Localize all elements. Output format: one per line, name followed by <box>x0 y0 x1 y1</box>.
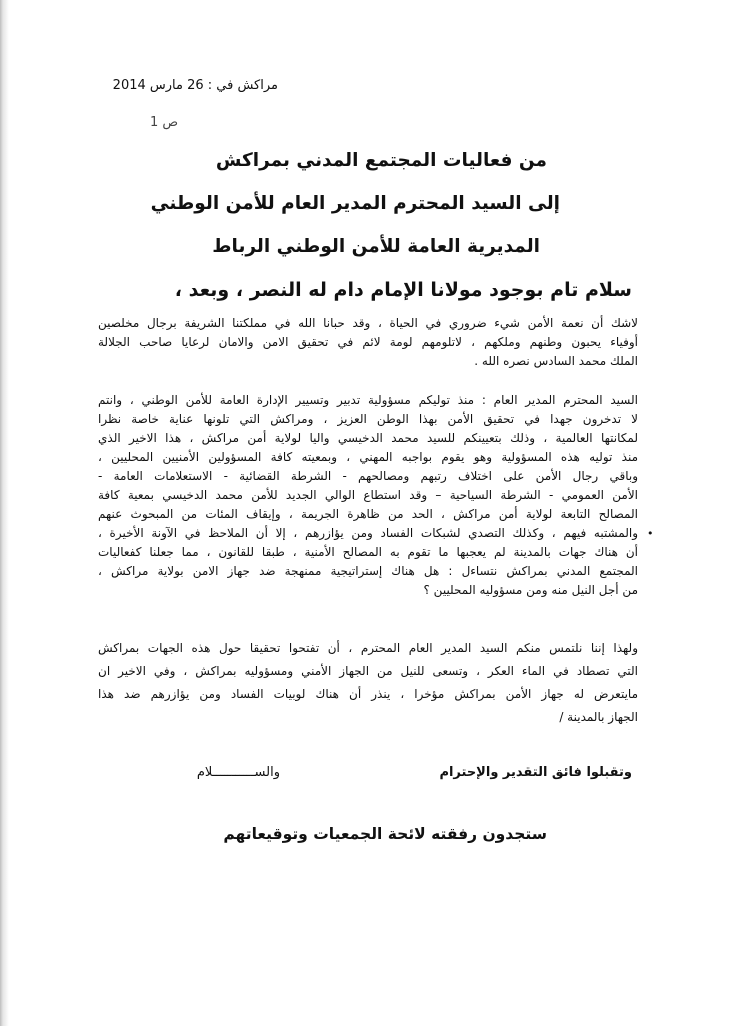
text-line: لمكانتها العالمية ، وذلك بتعيينكم للسيد محمد الدخيسي واليا لولاية أمن مراكش ، هذا الاخير الذي <box>98 431 638 445</box>
paragraph-request <box>98 637 638 729</box>
sender-heading: من فعاليات المجتمع المدني بمراكش <box>215 150 547 171</box>
margin-mark: • <box>647 527 654 540</box>
text-line: من أجل النيل منه ومن مسؤوليه المحليين ؟ <box>423 583 638 597</box>
text-line: وباقي رجال الأمن على اختلاف رتبهم ومصالحهم - الشرطة القضائية - الاستعلامات العامة - <box>98 469 638 483</box>
greeting-heading: سلام تام بوجود مولانا الإمام دام له النصر ، وبعد ، <box>174 279 632 301</box>
closing-salutation: والســـــــــــلام <box>196 765 280 780</box>
text-line: الأمن العمومي - الشرطة السياحية – وقد استطاع الوالي الجديد للأمن محمد الدخيسي بمعية كافة <box>98 488 638 502</box>
text-line: أن هناك جهات بالمدينة لم يعجبها ما تقوم به المصالح الأمنية ، طبقا للقانون ، مما جعلنا كفعاليات <box>98 545 638 559</box>
page-number-mark: ص 1 <box>150 115 179 130</box>
text-line: ولهذا إننا نلتمس منكم السيد المدير العام المحترم ، أن تفتحوا تحقيقا حول هذه الجهات بمراكش <box>98 641 638 655</box>
paragraph-main <box>98 391 638 600</box>
text-line: المجتمع المدني بمراكش نتساءل : هل هناك إستراتيجية ممنهجة ضد جهاز الامن بولاية مراكش ، <box>98 564 638 578</box>
directorate-heading: المديرية العامة للأمن الوطني الرباط <box>212 236 540 257</box>
date-line: مراكش في : 26 مارس 2014 <box>112 78 278 93</box>
paragraph-intro <box>98 314 638 371</box>
recipient-heading: إلى السيد المحترم المدير العام للأمن الوطني <box>150 193 560 214</box>
text-line: المصالح التابعة لولاية أمن مراكش ، الحد من ظاهرة الجريمة ، وإيقاف المئات من المبحوث عنهم <box>98 507 638 521</box>
text-line: والمشتبه فيهم ، وكذلك التصدي لشبكات الفساد ومن يؤازرهم ، إلا أن الملاحظ في الآونة الأخيرة ، <box>98 526 638 540</box>
text-line: الملك محمد السادس نصره الله . <box>474 354 638 368</box>
text-line: لاشك أن نعمة الأمن شيء ضروري في الحياة ، وقد حبانا الله في مملكتنا الشريفة برجال مخلصين <box>98 316 638 330</box>
text-line: لا تدخرون جهدا في تحقيق الأمن بهذا الوطن العزيز ، ومراكش التي تلونها عناية خاصة نظرا <box>98 412 638 426</box>
text-line: التي تصطاد في الماء العكر ، وتسعى للنيل من الجهاز الأمني ومسؤوليه بمراكش ، وفي الاخير ان <box>98 664 638 678</box>
text-line: منذ توليه هذه المسؤولية وهو يقوم بواجبه المهني ، وبمعيته كافة المسؤولين الأمنيين المحليين ، <box>98 450 638 464</box>
text-line: مايتعرض له جهاز الأمن بمراكش مؤخرا ، ينذر أن هناك لوبيات الفساد ومن يؤازرهم ضد هذا <box>98 687 638 701</box>
closing-regards: وتقبلوا فائق التقدير والإحترام <box>439 765 632 780</box>
text-line: أوفياء يحبون وطنهم وملكهم ، لاتلومهم لومة لائم في تحقيق الامن والامان لرعايا صاحب الجلالة <box>98 335 638 349</box>
text-line: السيد المحترم المدير العام : منذ توليكم مسؤولية تدبير وتسيير الإدارة العامة للأمن الوطني ، وانتم <box>98 393 638 407</box>
attachment-note: ستجدون رفقته لائحة الجمعيات وتوقيعاتهم <box>223 825 547 843</box>
text-line: الجهاز بالمدينة / <box>559 710 638 724</box>
